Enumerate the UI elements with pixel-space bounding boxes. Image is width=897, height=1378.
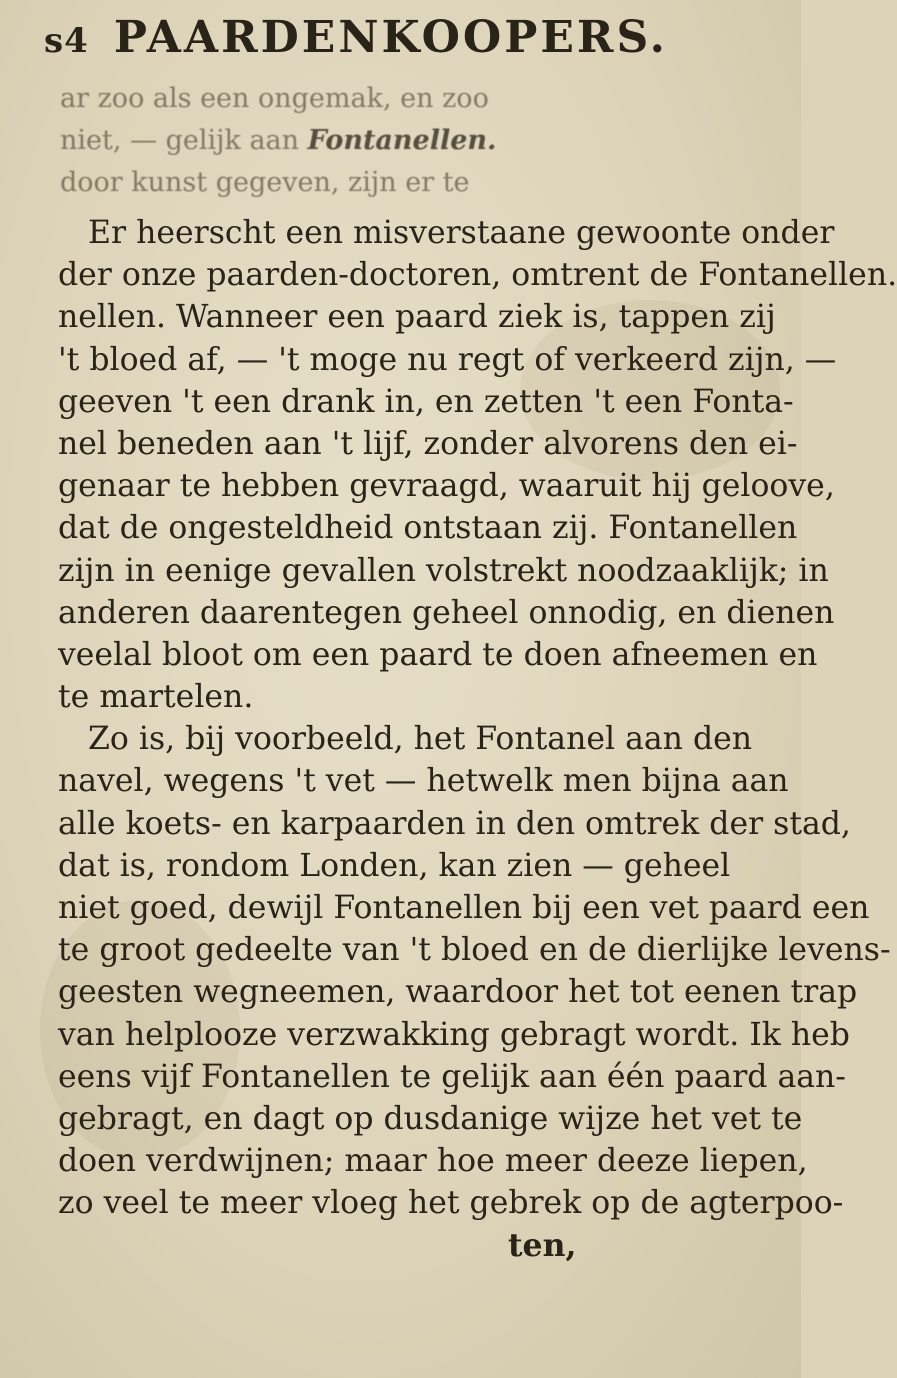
text-line: dat is, rondom Londen, kan zien — geheel (58, 847, 731, 884)
text-line: genaar te hebben gevraagd, waaruit hij geloove, (58, 468, 835, 505)
text-line: Zo is, bij voorbeeld, het Fontanel aan den (88, 721, 753, 758)
text-line: Er heerscht een misverstaane gewoonte onder (88, 215, 835, 251)
text-line: zo veel te meer vloeg het gebrek op de agterpoo- (58, 1185, 844, 1222)
text-line: zijn in eenige gevallen volstrekt noodzaaklijk; in (58, 552, 829, 589)
paragraph-2 (58, 718, 891, 1224)
text-line: nel beneden aan 't lijf, zonder alvorens den ei- (58, 425, 798, 462)
text-line: navel, wegens 't vet — hetwelk men bijna aan (58, 763, 789, 800)
catchword: ten, (508, 1226, 577, 1264)
text-line: van helplooze verzwakking gebragt wordt. Ik heb (58, 1016, 850, 1053)
faint-line (60, 120, 780, 162)
text-line: eens vijf Fontanellen te gelijk aan één paard aan- (58, 1058, 846, 1095)
faint-line-text: niet, — gelijk aan Fontanellen. (60, 125, 497, 157)
text-line: 't bloed af, — 't moge nu regt of verkeerd zijn, — (58, 341, 837, 378)
faint-emphasis: Fontanellen. (307, 125, 497, 157)
faint-top-lines (60, 78, 780, 205)
running-title: PAARDENKOOPERS. (113, 12, 668, 63)
text-line: alle koets- en karpaarden in den omtrek der stad, (58, 805, 851, 842)
text-line: te groot gedeelte van 't bloed en de dierlijke levens- (58, 932, 891, 969)
text-line: dat de ongesteldheid ontstaan zij. Fontanellen (58, 510, 798, 547)
text-line: nellen. Wanneer een paard ziek is, tappen zij (58, 299, 776, 336)
faint-line: door kunst gegeven, zijn er te (60, 167, 470, 199)
text-line: geesten wegneemen, waardoor het tot eenen trap (58, 974, 858, 1011)
text-line: der onze paarden-doctoren, omtrent de Fontanellen. (58, 257, 897, 294)
text-line: gebragt, en dagt op dusdanige wijze het vet te (58, 1100, 803, 1137)
page-number: s4 (44, 21, 89, 61)
page-header (44, 12, 784, 72)
text-line: doen verdwijnen; maar hoe meer deeze liepen, (58, 1143, 808, 1180)
text-line: geeven 't een drank in, en zetten 't een Fonta- (58, 383, 794, 420)
body-text (58, 212, 897, 1267)
faint-line: ar zoo als een ongemak, en zoo (60, 83, 489, 114)
paragraph-1 (58, 212, 897, 718)
text-line: veelal bloot om een paard te doen afneemen en (58, 636, 818, 673)
text-line: niet goed, dewijl Fontanellen bij een vet paard een (58, 890, 870, 926)
text-line: anderen daarentegen geheel onnodig, en dienen (58, 594, 835, 631)
text-line: te martelen. (58, 679, 254, 716)
